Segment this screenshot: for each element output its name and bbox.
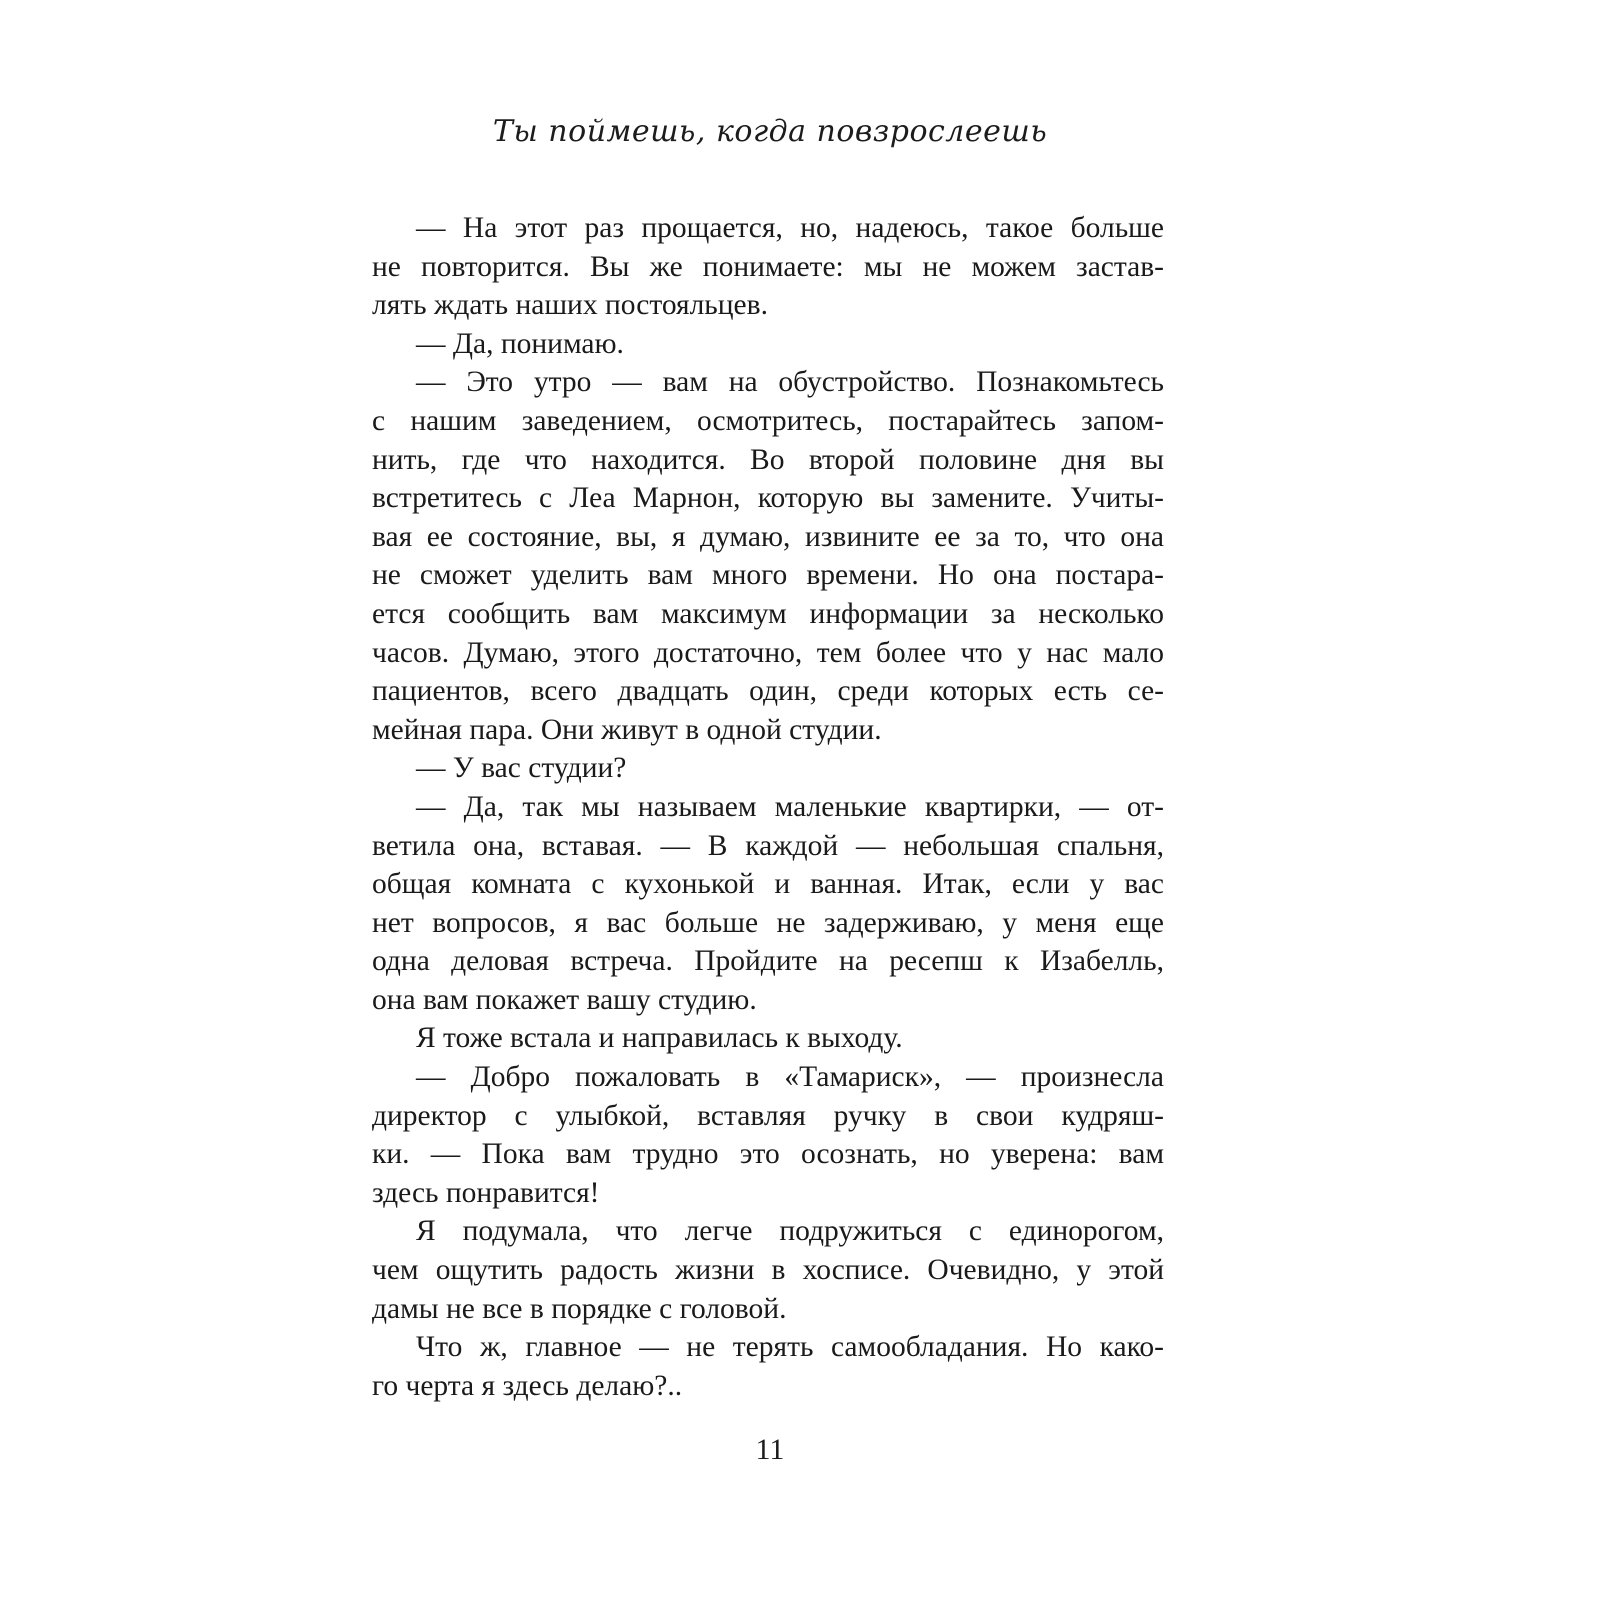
text-line: Я тоже встала и направилась к выходу. xyxy=(416,1022,903,1055)
text-line: часов. Думаю, этого достаточно, тем более что у нас мало xyxy=(372,636,1164,669)
text-line: го черта я здесь делаю?.. xyxy=(372,1369,683,1402)
text-line: директор с улыбкой, вставляя ручку в свои кудряш- xyxy=(372,1099,1164,1132)
text-line: она вам покажет вашу студию. xyxy=(372,983,757,1016)
text-line: встретитесь с Леа Марнон, которую вы замените. Учиты- xyxy=(372,482,1164,515)
text-line: — Да, понимаю. xyxy=(416,327,624,360)
text-line: нет вопросов, я вас больше не задерживаю, у меня еще xyxy=(372,906,1164,939)
text-line: чем ощутить радость жизни в хосписе. Очевидно, у этой xyxy=(372,1254,1164,1287)
text-line: ется сообщить вам максимум информации за несколько xyxy=(372,597,1164,630)
text-line: — Добро пожаловать в «Тамариск», — произнесла xyxy=(416,1061,1164,1094)
text-line: лять ждать наших постояльцев. xyxy=(372,289,768,322)
text-line: общая комната с кухонькой и ванная. Итак, если у вас xyxy=(372,868,1164,901)
text-line: — У вас студии? xyxy=(416,752,627,785)
text-line: нить, где что находится. Во второй половине дня вы xyxy=(372,443,1164,476)
text-line: одна деловая встреча. Пройдите на ресепш к Изабелль, xyxy=(372,945,1164,978)
text-line: с нашим заведением, осмотритесь, постарайтесь запом- xyxy=(372,404,1164,437)
text-line: ки. — Пока вам трудно это осознать, но уверена: вам xyxy=(372,1138,1164,1171)
text-line: здесь понравится! xyxy=(372,1176,600,1209)
body-text xyxy=(372,209,1164,1405)
text-line: мейная пара. Они живут в одной студии. xyxy=(372,713,882,746)
text-line: дамы не все в порядке с головой. xyxy=(372,1292,787,1325)
text-line: — Это утро — вам на обустройство. Познакомьтесь xyxy=(416,366,1164,399)
text-line: Я подумала, что легче подружиться с единорогом, xyxy=(416,1215,1164,1248)
text-line: вая ее состояние, вы, я думаю, извините ее за то, что она xyxy=(372,520,1164,553)
text-line: не сможет уделить вам много времени. Но она постара- xyxy=(372,559,1164,592)
text-line: — На этот раз прощается, но, надеюсь, такое больше xyxy=(416,212,1164,244)
page-number: 11 xyxy=(755,1433,785,1466)
text-line: Что ж, главное — не терять самообладания. Но како- xyxy=(416,1331,1164,1364)
text-line: не повторится. Вы же понимаете: мы не можем застав- xyxy=(372,250,1164,283)
text-line: — Да, так мы называем маленькие квартирки, — от- xyxy=(416,790,1164,823)
running-head: Ты поймешь, когда повзрослеешь xyxy=(492,114,1048,149)
text-line: ветила она, вставая. — В каждой — небольшая спальня, xyxy=(372,829,1164,862)
text-line: пациентов, всего двадцать один, среди которых есть се- xyxy=(372,675,1164,708)
